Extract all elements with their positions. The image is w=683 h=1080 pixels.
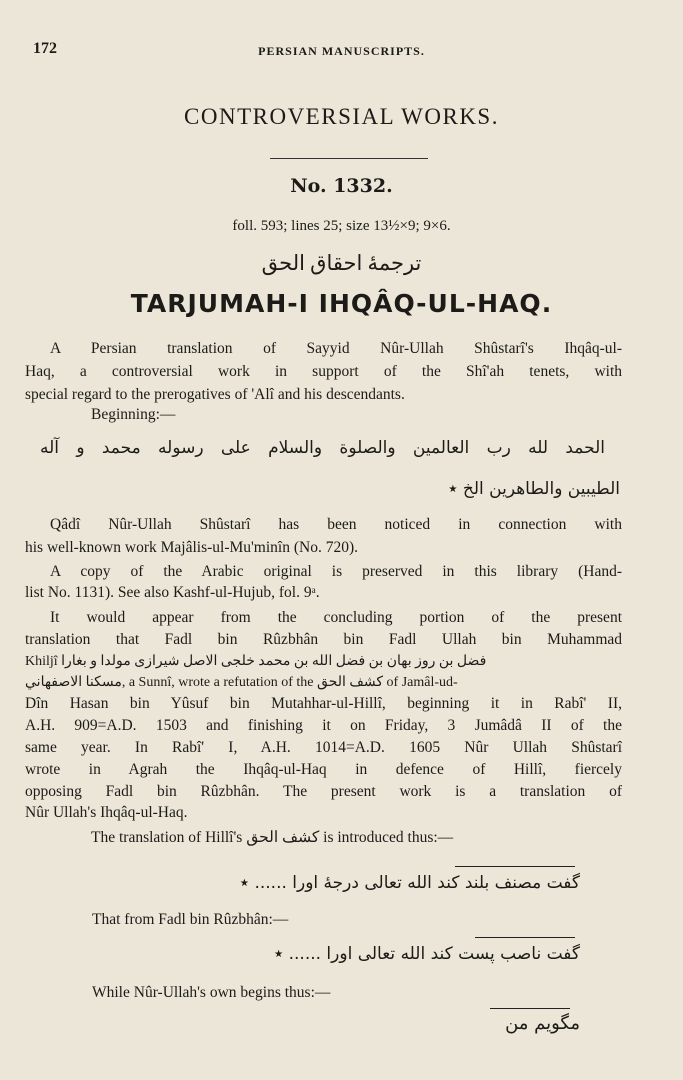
text-line: opposing Fadl bin Rûzbhân. The present work is a translation of <box>25 783 622 800</box>
arabic-quote: مگويم من <box>505 1013 580 1034</box>
running-head: PERSIAN MANUSCRIPTS. <box>258 44 425 58</box>
text-line: مسكنا الاصفهاني, a Sunnî, wrote a refutation of the كشف الحق of Jamâl-ud- <box>25 675 458 690</box>
text-line: A.H. 909=A.D. 1503 and finishing it on Friday, 3 Jumâdâ II of the <box>25 717 622 734</box>
text-line: list No. 1131). See also Kashf-ul-Hujub, fol. 9ᵃ. <box>25 584 320 601</box>
text-line: Nûr Ullah's Ihqâq-ul-Haq. <box>25 804 188 821</box>
quote-overline <box>455 866 575 867</box>
text-line: Dîn Hasan bin Yûsuf bin Mutahhar-ul-Hillî, beginning it in Rabî' II, <box>25 695 622 712</box>
text-line: translation that Fadl bin Rûzbhân bin Fadl Ullah bin Muhammad <box>25 631 622 648</box>
text-line: Beginning:— <box>91 406 176 423</box>
quote-overline <box>475 937 575 938</box>
text-line: his well-known work Majâlis-ul-Mu'minîn (No. 720). <box>25 539 358 556</box>
text-line: special regard to the prerogatives of 'Alî and his descendants. <box>25 386 405 403</box>
arabic-incipit-line: الحمد لله رب العالمين والصلوة والسلام على رسوله محمد و آله <box>40 438 605 458</box>
page-number: 172 <box>33 40 57 57</box>
entry-number: No. 1332. <box>290 175 393 197</box>
main-title: TARJUMAH-I IHQÂQ-UL-HAQ. <box>130 289 553 318</box>
text-line: That from Fadl bin Rûzbhân:— <box>92 911 289 928</box>
text-line: Khiljî فضل بن روز بهان بن فضل الله بن محمد خلجی الاصل شیرازی مولدا و بغارا <box>25 654 487 669</box>
arabic-incipit-line: الطيبين والطاهرين الخ ٭ <box>448 479 620 499</box>
arabic-quote: گفت ناصب پست كند الله تعالى اورا ...... ٭ <box>273 944 580 964</box>
folio-info: foll. 593; lines 25; size 13½×9; 9×6. <box>232 218 451 234</box>
arabic-quote: گفت مصنف بلند كند الله تعالى درجهٔ اورا ...... ٭ <box>239 873 580 893</box>
text-line: The translation of Hillî's كشف الحق is introduced thus:— <box>91 829 454 846</box>
arabic-title: ترجمهٔ احقاق الحق <box>261 251 422 275</box>
section-title: CONTROVERSIAL WORKS. <box>184 104 499 129</box>
quote-overline <box>490 1008 570 1009</box>
text-line: A Persian translation of Sayyid Nûr-Ullah Shûstarî's Ihqâq-ul- <box>50 340 622 357</box>
text-line: wrote in Agrah the Ihqâq-ul-Haq in defence of Hillî, fiercely <box>25 761 622 778</box>
section-rule <box>270 158 428 159</box>
text-line: It would appear from the concluding portion of the present <box>50 609 622 626</box>
text-line: Qâdî Nûr-Ullah Shûstarî has been noticed in connection with <box>50 516 622 533</box>
text-line: same year. In Rabî' I, A.H. 1014=A.D. 1605 Nûr Ullah Shûstarî <box>25 739 622 756</box>
text-line: Haq, a controversial work in support of the Shî'ah tenets, with <box>25 363 622 380</box>
text-line: While Nûr-Ullah's own begins thus:— <box>92 984 331 1001</box>
text-line: A copy of the Arabic original is preserved in this library (Hand- <box>50 563 622 580</box>
